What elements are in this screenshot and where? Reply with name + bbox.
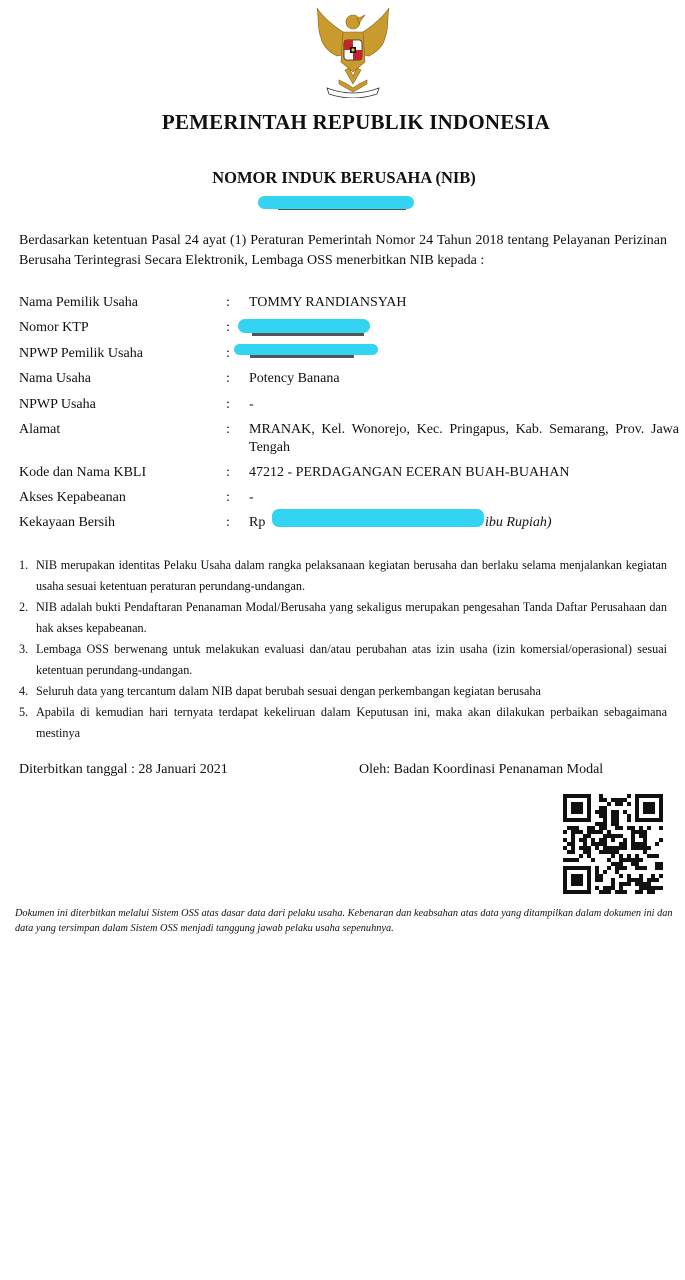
qr-module [619,826,623,830]
qr-module [599,850,603,854]
qr-module [599,826,603,830]
list-item [19,597,667,639]
qr-module [643,846,647,850]
qr-module [627,878,631,882]
qr-module [635,846,639,850]
qr-module [615,890,619,894]
npwp-remnant [250,355,354,358]
qr-module [595,878,599,882]
qr-module [611,798,615,802]
qr-module [587,850,591,854]
qr-module [603,834,607,838]
qr-module [627,794,631,798]
qr-module [615,802,619,806]
qr-module [639,886,643,890]
qr-module [575,830,579,834]
qr-module [615,814,619,818]
qr-module [627,818,631,822]
qr-module [611,834,615,838]
qr-module [635,882,639,886]
qr-module [651,886,655,890]
qr-module [615,866,619,870]
qr-module [571,850,575,854]
issue-date: Diterbitkan tanggal : 28 Januari 2021 [19,762,228,777]
list-item [19,555,667,597]
qr-module [607,858,611,862]
qr-module [639,842,643,846]
qr-module [583,838,587,842]
qr-module [591,842,595,846]
field-value: 47212 - PERDAGANGAN ECERAN BUAH-BUAHAN [249,465,570,480]
qr-module [611,862,615,866]
qr-module [659,838,663,842]
qr-module [611,886,615,890]
field-label: Akses Kepabeanan [19,490,126,505]
qr-module [603,890,607,894]
qr-module [619,842,623,846]
qr-module [579,830,583,834]
field-colon: : [226,422,230,437]
qr-module [615,822,619,826]
qr-module [643,838,647,842]
qr-module [615,818,619,822]
field-label: NPWP Usaha [19,397,96,412]
qr-module [571,838,575,842]
qr-module [603,870,607,874]
qr-module [623,890,627,894]
qr-module [631,830,635,834]
qr-module [575,858,579,862]
qr-module [579,846,583,850]
qr-module [595,842,599,846]
qr-module [607,850,611,854]
qr-module [619,882,623,886]
qr-module [595,870,599,874]
qr-module [611,810,615,814]
qr-module [647,826,651,830]
qr-module [611,846,615,850]
qr-module [639,830,643,834]
qr-module [567,842,571,846]
qr-module [639,866,643,870]
qr-module [595,822,599,826]
issuer: Oleh: Badan Koordinasi Penanaman Modal [359,762,604,777]
qr-module [599,798,603,802]
qr-module [563,830,567,834]
qr-module [595,866,599,870]
qr-module [619,802,623,806]
qr-module [607,866,611,870]
qr-module [611,850,615,854]
qr-module [647,882,651,886]
qr-module [643,866,647,870]
qr-module [591,826,595,830]
qr-module [655,886,659,890]
qr-module [579,854,583,858]
qr-module [643,882,647,886]
field-value: - [249,397,254,412]
qr-module [603,798,607,802]
qr-module [639,882,643,886]
qr-module [603,806,607,810]
qr-module [635,842,639,846]
disclaimer: Dokumen ini diterbitkan melalui Sistem OSS atas dasar data dari pelaku usaha. Kebenaran dan keabsahan atas data yang ditampilkan dalam dokumen ini dan data yang tersimpan dalam Sistem OSS menjadi tanggung jawab pelaku usaha sepenuhnya. [15,908,673,934]
field-colon: : [226,371,230,386]
qr-module [591,858,595,862]
qr-module [567,858,571,862]
qr-module [607,890,611,894]
qr-module [599,830,603,834]
qr-module [599,842,603,846]
qr-module [615,826,619,830]
qr-module [659,826,663,830]
qr-module [603,810,607,814]
qr-module [567,826,571,830]
qr-module [571,834,575,838]
qr-module [619,858,623,862]
government-title: PEMERINTAH REPUBLIK INDONESIA [161,110,551,134]
qr-module [587,830,591,834]
qr-module [615,850,619,854]
qr-module [631,838,635,842]
qr-module [607,886,611,890]
qr-module [623,838,627,842]
field-label: Kekayaan Bersih [19,515,116,530]
qr-module [627,858,631,862]
qr-module [615,846,619,850]
qr-module [619,854,623,858]
qr-module [619,866,623,870]
qr-module [659,862,663,866]
qr-module [591,838,595,842]
qr-module [603,846,607,850]
qr-module [611,814,615,818]
qr-module [643,850,647,854]
qr-module [583,842,587,846]
qr-module [603,886,607,890]
qr-module [647,886,651,890]
qr-module [611,878,615,882]
qr-module [627,874,631,878]
list-item [19,681,667,702]
qr-module [563,858,567,862]
qr-module [615,862,619,866]
qr-module [619,862,623,866]
qr-module [599,890,603,894]
field-colon: : [226,295,230,310]
qr-module [563,838,567,842]
note-text: Seluruh data yang tercantum dalam NIB dapat berubah sesuai dengan perkembangan kegiatan berusaha [36,684,541,698]
qr-module [623,866,627,870]
qr-module [603,850,607,854]
qr-module [595,874,599,878]
qr-module [623,858,627,862]
field-label: Nama Usaha [19,371,91,386]
qr-module [623,846,627,850]
qr-module [631,834,635,838]
qr-module [643,886,647,890]
qr-module [655,866,659,870]
qr-module [655,878,659,882]
qr-module [627,882,631,886]
note-text: Lembaga OSS berwenang untuk melakukan evaluasi dan/atau perubahan atas izin usaha (izin komersial/operasional) sesuai ketentuan perundang-undangan. [36,642,667,677]
qr-module [623,810,627,814]
qr-module [655,842,659,846]
qr-module [587,826,591,830]
qr-module [631,842,635,846]
qr-module [647,878,651,882]
qr-module [599,838,603,842]
qr-module [571,846,575,850]
ktp-remnant [252,333,364,336]
field-colon: : [226,515,230,530]
notes-list [19,555,667,744]
note-text: Apabila di kemudian hari ternyata terdapat kekeliruan dalam Keputusan ini, maka akan dilakukan perbaikan sebagaimana mestinya [36,705,667,740]
qr-module [631,862,635,866]
field-label: NPWP Pemilik Usaha [19,346,143,361]
qr-module [595,830,599,834]
qr-module [655,862,659,866]
qr-module [599,822,603,826]
qr-module [639,878,643,882]
qr-module [603,842,607,846]
qr-module [647,854,651,858]
qr-module [615,870,619,874]
document-title: NOMOR INDUK BERUSAHA (NIB) [212,168,476,187]
qr-module [639,826,643,830]
field-label: Nama Pemilik Usaha [19,295,138,310]
field-value: Rp [249,515,266,530]
qr-module [611,882,615,886]
qr-module [643,834,647,838]
qr-module [619,834,623,838]
qr-module [619,886,623,890]
qr-module [615,798,619,802]
qr-module [595,846,599,850]
qr-module [639,874,643,878]
ktp-redaction [238,319,370,333]
qr-module [651,874,655,878]
qr-module [623,882,627,886]
note-number: 1. [19,558,29,572]
note-number: 3. [19,642,29,656]
qr-module [595,886,599,890]
qr-module [571,842,575,846]
qr-module [615,834,619,838]
qr-module [599,806,603,810]
qr-module [587,834,591,838]
field-value: TOMMY RANDIANSYAH [249,295,407,310]
field-label: Alamat [19,422,61,437]
qr-module [607,830,611,834]
qr-module [639,834,643,838]
qr-module [623,798,627,802]
qr-module [611,818,615,822]
qr-module [575,826,579,830]
qr-module [639,846,643,850]
qr-module [599,810,603,814]
field-colon: : [226,490,230,505]
qr-module [639,858,643,862]
qr-module [627,802,631,806]
list-item [19,702,667,744]
field-colon: : [226,397,230,412]
qr-module [603,838,607,842]
qr-module [647,846,651,850]
qr-module [651,878,655,882]
field-colon: : [226,465,230,480]
note-text: NIB adalah bukti Pendaftaran Penanaman Modal/Berusaha yang sekaligus merupakan pengesahan Tanda Daftar Perusahaan dan hak akses kepabeanan. [36,600,667,635]
qr-module [631,846,635,850]
qr-module [607,834,611,838]
qr-code-icon [563,794,663,894]
qr-module [659,886,663,890]
field-colon: : [226,346,230,361]
garuda-emblem-icon [311,6,395,98]
qr-module [599,814,603,818]
qr-module [627,814,631,818]
qr-module [595,810,599,814]
qr-module [611,822,615,826]
field-colon: : [226,320,230,335]
net-worth-redaction [272,509,484,527]
qr-module [583,834,587,838]
qr-module [659,866,663,870]
qr-module [643,830,647,834]
net-worth-suffix: ibu Rupiah) [485,515,552,530]
qr-module [619,890,623,894]
intro-paragraph: Berdasarkan ketentuan Pasal 24 ayat (1) Peraturan Pemerintah Nomor 24 Tahun 2018 tentang Pelayanan Perizinan Berusaha Terintegrasi Secara Elektronik, Lembaga OSS menerbitkan NIB kepada : [19,233,667,268]
qr-module [635,890,639,894]
qr-module [603,822,607,826]
list-item [19,639,667,681]
qr-module [587,846,591,850]
qr-module [603,814,607,818]
qr-module [651,854,655,858]
qr-module [615,810,619,814]
qr-module [639,890,643,894]
qr-module [603,826,607,830]
qr-module [563,846,567,850]
qr-module [579,838,583,842]
field-value: - [249,490,254,505]
qr-module [567,850,571,854]
qr-module [635,858,639,862]
qr-module [655,854,659,858]
qr-module [587,854,591,858]
qr-module [571,826,575,830]
field-label: Kode dan Nama KBLI [19,465,147,480]
qr-module [619,874,623,878]
qr-module [647,890,651,894]
npwp-redaction [234,344,378,355]
note-text: NIB merupakan identitas Pelaku Usaha dalam rangka pelaksanaan kegiatan berusaha dan berlaku selama menjalankan kegiatan usaha sesuai ketentuan peraturan perundang-undangan. [36,558,667,593]
qr-module [607,846,611,850]
qr-module [619,798,623,802]
qr-module [603,818,607,822]
note-number: 2. [19,600,29,614]
field-label: Nomor KTP [19,320,89,335]
qr-module [599,878,603,882]
qr-module [635,866,639,870]
qr-module [627,826,631,830]
qr-module [631,858,635,862]
note-number: 4. [19,684,29,698]
qr-module [651,890,655,894]
qr-module [583,850,587,854]
qr-module [611,838,615,842]
field-value: MRANAK, Kel. Wonorejo, Kec. Pringapus, Kab. Semarang, Prov. Jawa Tengah [249,422,679,455]
qr-module [591,830,595,834]
field-value: Potency Banana [249,371,340,386]
qr-module [635,830,639,834]
qr-module [599,794,603,798]
qr-module [619,846,623,850]
qr-module [627,854,631,858]
qr-module [659,874,663,878]
qr-module [607,802,611,806]
qr-module [571,830,575,834]
qr-module [635,862,639,866]
qr-module [611,854,615,858]
note-number: 5. [19,705,29,719]
qr-module [631,826,635,830]
qr-module [635,854,639,858]
qr-module [599,874,603,878]
qr-module [635,878,639,882]
qr-module [583,846,587,850]
qr-module [571,858,575,862]
nib-number-redaction [258,196,414,209]
qr-module [643,842,647,846]
qr-module [623,842,627,846]
qr-module [631,878,635,882]
